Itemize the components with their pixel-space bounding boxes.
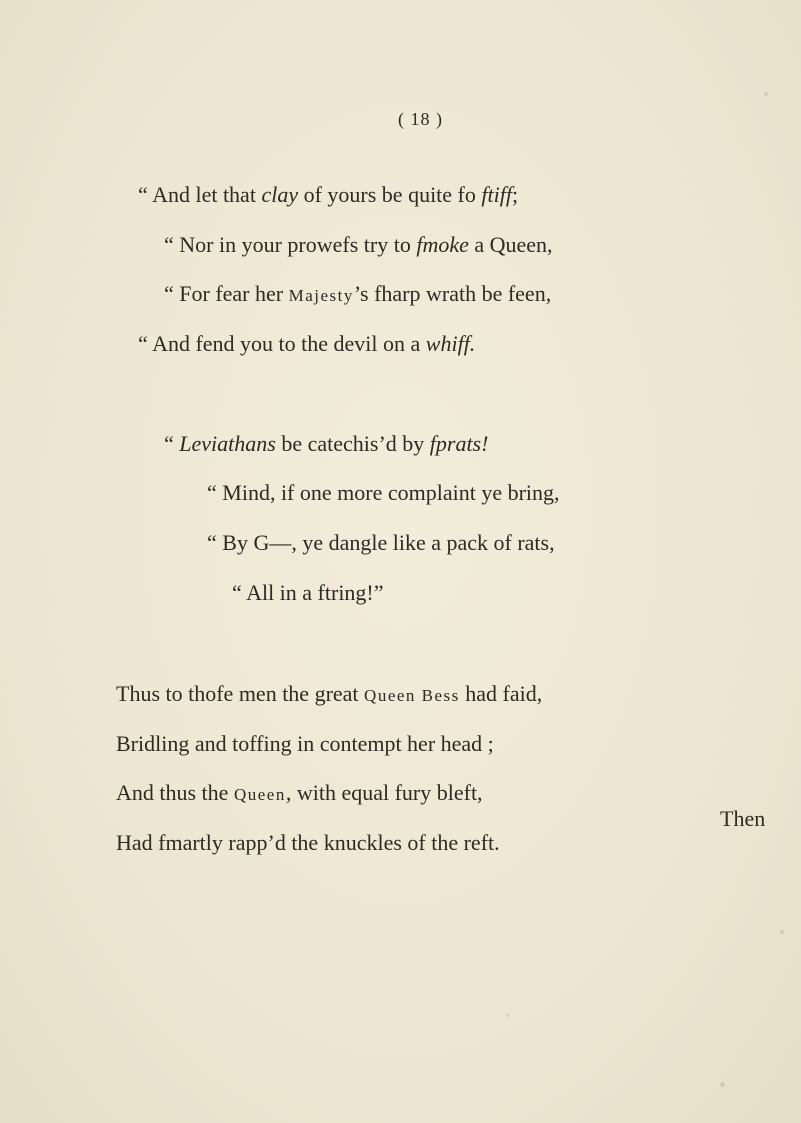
small-caps-word: Majesty xyxy=(288,286,354,305)
small-caps-word: Queen xyxy=(233,785,286,804)
line-text: be catechis’d by xyxy=(275,431,430,456)
opening-quote: “ xyxy=(232,580,242,605)
italic-word: ftiff xyxy=(481,182,512,207)
verse-line xyxy=(207,480,560,506)
line-text: Had fmartly rapp’d the knuckles of the reft. xyxy=(116,830,500,855)
verse-line xyxy=(207,530,555,556)
opening-quote: “ xyxy=(207,530,217,555)
line-text: All in a ftring!” xyxy=(246,580,384,605)
line-text: Bridling and toffing in contempt her head ; xyxy=(116,731,494,756)
italic-word: Leviathans xyxy=(179,431,276,456)
line-text: ; xyxy=(511,182,519,207)
opening-quote: “ xyxy=(138,331,148,356)
foxing-spot xyxy=(780,930,784,934)
line-text: a Queen, xyxy=(468,232,553,257)
foxing-spot xyxy=(764,92,768,96)
line-text: , with equal fury bleft, xyxy=(285,780,483,805)
line-text: Thus to thofe men the great xyxy=(116,681,365,706)
verse-line xyxy=(138,182,518,208)
line-text: had faid, xyxy=(459,681,543,706)
italic-word: whiff. xyxy=(425,331,476,356)
verse-line xyxy=(164,431,488,457)
line-text: By G—, ye dangle like a pack of rats, xyxy=(222,530,555,555)
verse-line xyxy=(164,281,551,309)
narrative-line xyxy=(116,830,500,856)
line-text: And fend you to the devil on a xyxy=(152,331,426,356)
catchword: Then xyxy=(720,806,766,831)
narrative-line xyxy=(116,731,494,757)
page-number: ( 18 ) xyxy=(398,109,443,129)
italic-word: fprats! xyxy=(429,431,489,456)
italic-word: fmoke xyxy=(416,232,469,257)
opening-quote: “ xyxy=(207,480,217,505)
line-text: of yours be quite fo xyxy=(298,182,482,207)
narrative-line xyxy=(116,780,483,808)
italic-word: clay xyxy=(261,182,299,207)
foxing-spot xyxy=(720,1082,725,1087)
verse-line xyxy=(232,580,384,606)
narrative-line xyxy=(116,681,542,709)
opening-quote: “ xyxy=(164,281,174,306)
line-text: Nor in your prowefs try to xyxy=(179,232,417,257)
line-text: And thus the xyxy=(116,780,234,805)
small-caps-word: Queen Bess xyxy=(364,686,460,705)
verse-line xyxy=(138,331,475,357)
line-text: And let that xyxy=(152,182,262,207)
opening-quote: “ xyxy=(164,232,174,257)
opening-quote: “ xyxy=(138,182,148,207)
line-text: Mind, if one more complaint ye bring, xyxy=(222,480,560,505)
opening-quote: “ xyxy=(164,431,174,456)
verse-line xyxy=(164,232,553,258)
line-text: ’s fharp wrath be feen, xyxy=(353,281,552,306)
line-text: For fear her xyxy=(179,281,289,306)
foxing-spot xyxy=(506,1014,509,1017)
